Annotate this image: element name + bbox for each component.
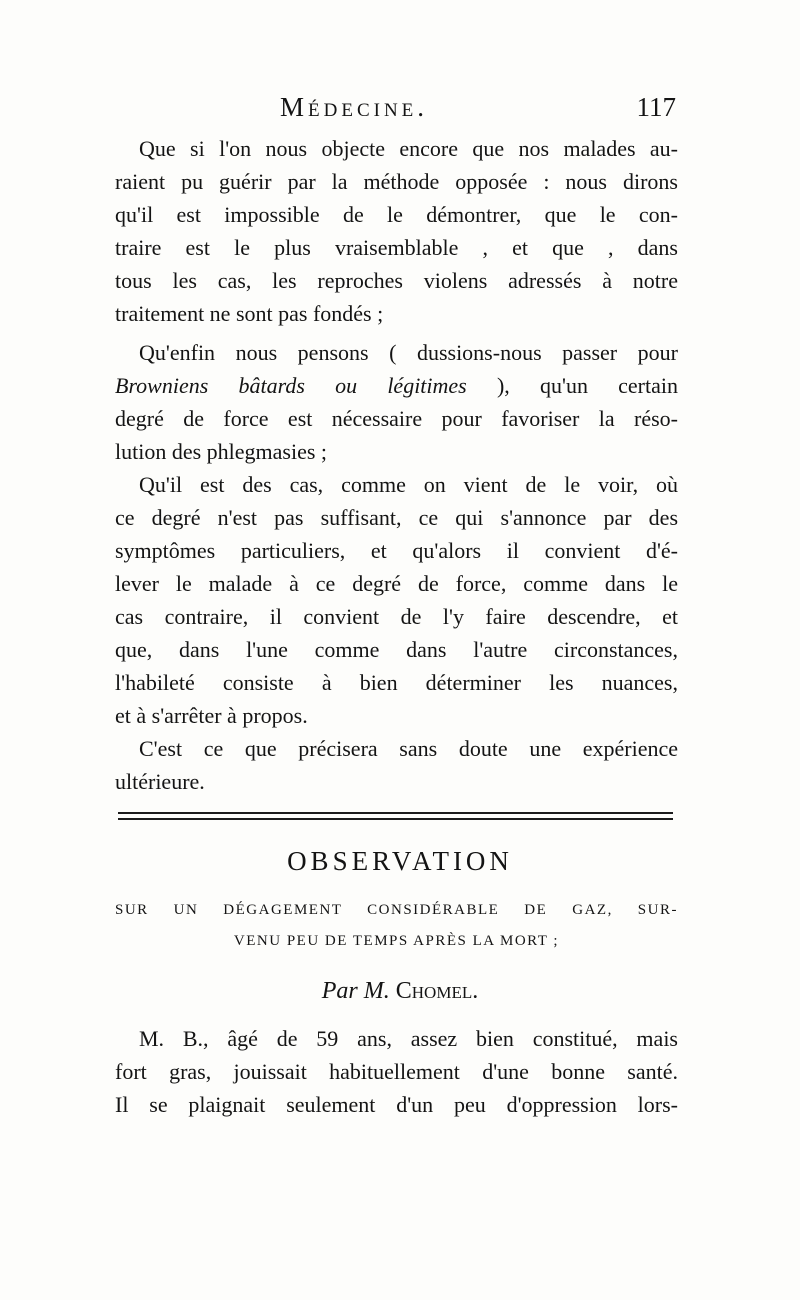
text-line: que, dans l'une comme dans l'autre circonstances, bbox=[115, 637, 678, 662]
text-line: traitement ne sont pas fondés ; bbox=[115, 301, 384, 326]
italic-phrase: Browniens bâtards ou légitimes bbox=[115, 373, 467, 398]
text-line: l'habileté consiste à bien déterminer les nuances, bbox=[115, 670, 678, 695]
text-fragment: ), qu'un certain bbox=[466, 373, 678, 398]
text-line: cas contraire, il convient de l'y faire descendre, et bbox=[115, 604, 678, 629]
author-name: Chomel. bbox=[395, 978, 479, 1004]
text-line: degré de force est nécessaire pour favoriser la réso- bbox=[115, 406, 678, 431]
paragraph-5 bbox=[115, 1022, 678, 1121]
text-line: lever le malade à ce degré de force, comme dans le bbox=[115, 571, 678, 596]
text-line: lution des phlegmasies ; bbox=[115, 439, 328, 464]
text-line: C'est ce que précisera sans doute une expérience bbox=[139, 736, 678, 761]
author-byline bbox=[0, 978, 800, 1005]
running-head bbox=[115, 92, 678, 126]
paragraph-1 bbox=[115, 132, 678, 330]
text-line: Qu'enfin nous pensons ( dussions-nous passer pour bbox=[139, 340, 678, 365]
text-line: raient pu guérir par la méthode opposée : nous dirons bbox=[115, 169, 678, 194]
text-line: Qu'il est des cas, comme on vient de le voir, où bbox=[139, 472, 678, 497]
paragraph-3 bbox=[115, 468, 678, 732]
text-line: tous les cas, les reproches violens adressés à notre bbox=[115, 268, 678, 293]
text-line: Il se plaignait seulement d'un peu d'oppression lors- bbox=[115, 1092, 678, 1117]
observation-subtitle: SUR UN DÉGAGEMENT CONSIDÉRABLE DE GAZ, SUR- bbox=[115, 902, 678, 918]
paragraph-2 bbox=[115, 336, 678, 468]
text-line: ultérieure. bbox=[115, 769, 205, 794]
paragraph-4 bbox=[115, 732, 678, 798]
observation-title: OBSERVATION bbox=[287, 846, 513, 876]
text-line: symptômes particuliers, et qu'alors il convient d'é- bbox=[115, 538, 678, 563]
page-number: 117 bbox=[636, 92, 676, 122]
text-line: et à s'arrêter à propos. bbox=[115, 703, 308, 728]
text-line: ce degré n'est pas suffisant, ce qui s'annonce par des bbox=[115, 505, 678, 530]
section-divider bbox=[118, 812, 673, 820]
text-line: qu'il est impossible de le démontrer, que le con- bbox=[115, 202, 678, 227]
byline-prefix: Par M. bbox=[321, 978, 390, 1004]
text-line bbox=[115, 369, 678, 402]
text-line: M. B., âgé de 59 ans, assez bien constitué, mais bbox=[139, 1026, 678, 1051]
running-head-title: Médecine. bbox=[280, 92, 429, 122]
text-line: traire est le plus vraisemblable , et que , dans bbox=[115, 235, 678, 260]
text-line: Que si l'on nous objecte encore que nos malades au- bbox=[139, 136, 678, 161]
text-line: fort gras, jouissait habituellement d'une bonne santé. bbox=[115, 1059, 678, 1084]
observation-subtitle: VENU PEU DE TEMPS APRÈS LA MORT ; bbox=[233, 933, 560, 949]
